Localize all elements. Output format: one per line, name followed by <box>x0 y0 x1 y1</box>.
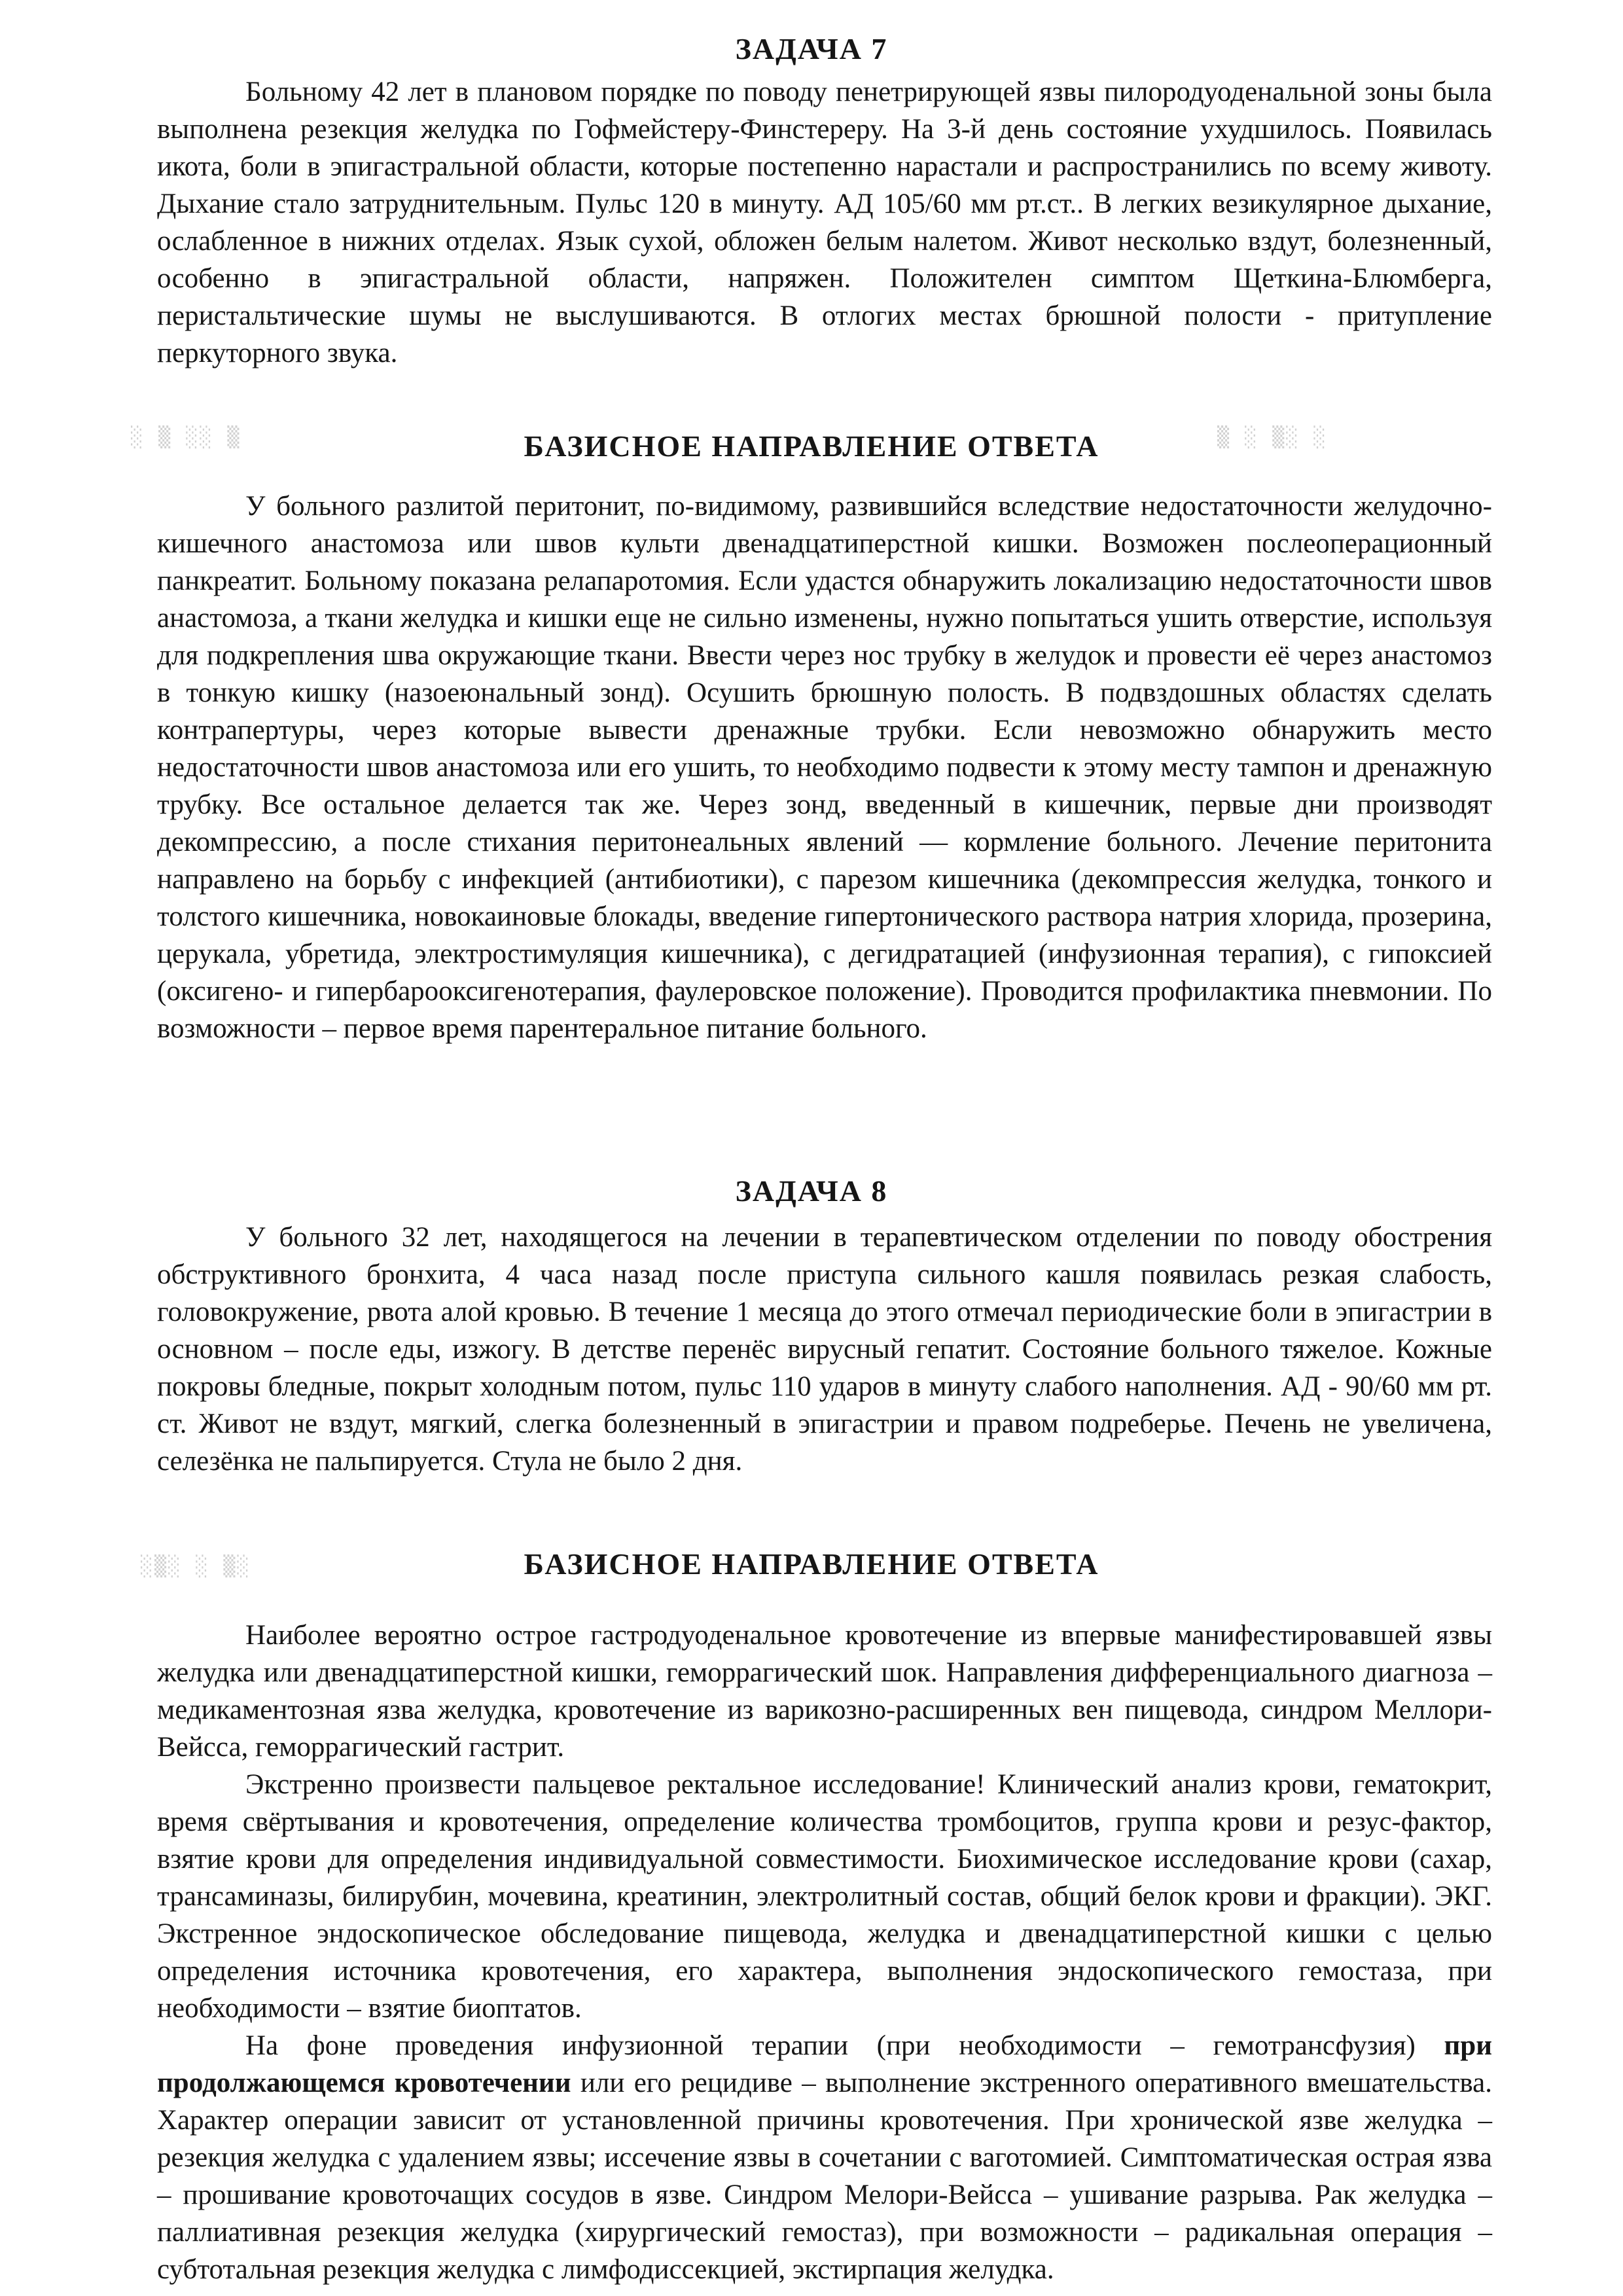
task8-p3-start: На фоне проведения инфузионной терапии (при необходимости – гемотрансфузия) <box>245 2030 1444 2061</box>
task7-heading: ЗАДАЧА 7 <box>735 32 888 65</box>
task8-text: У больного 32 лет, находящегося на лечении в терапевтическом отделении по поводу обострения обструктивного бронхита, 4 часа назад после приступа сильного кашля появилась резкая слабость, головокружение, рвота алой кровью. В течение 1 месяца до этого отмечал периодические боли в эпигастрии в основном – после еды, изжогу. В детстве перенёс вирусный гепатит. Состояние больного тяжелое. Кожные покровы бледные, покрыт холодным потом, пульс 110 ударов в минуту слабого наполнения. АД - 90/60 мм рт. ст. Живот не вздут, мягкий, слегка болезненный в эпигастрии и правом подреберье. Печень не увеличена, селезёнка не пальпируется. Стула не было 2 дня. <box>157 1222 1492 1477</box>
task7-text: Больному 42 лет в плановом порядке по поводу пенетрирующей язвы пилородуоденальной зоны была выполнена резекция желудка по Гофмейстеру-Финстереру. На 3-й день состояние ухудшилось. Появилась икота, боли в эпигастральной области, которые постепенно нарастали и распространились по всему животу. Дыхание стало затруднительным. Пульс 120 в минуту. АД 105/60 мм рт.ст.. В легких везикулярное дыхание, ослабленное в нижних отделах. Язык сухой, обложен белым налетом. Живот несколько вздут, болезненный, особенно в эпигастральной области, напряжен. Положителен симптом Щеткина-Блюмберга, перистальтические шумы не выслушиваются. В отлогих местах брюшной полости - притупление перкуторного звука. <box>157 77 1492 368</box>
task8-heading: ЗАДАЧА 8 <box>735 1174 888 1208</box>
task8-p3-rest: или его рецидиве – выполнение экстренного оперативного вмешательства. Характер операции зависит от установленной причины кровотечения. При хронической язве желудка – резекция желудка с удалением язвы; иссечение язвы в сочетании с ваготомией. Симптоматическая острая язва – прошивание кровоточащих сосудов в язве. Синдром Мелори-Вейсса – ушивание разрыва. Рак желудка – паллиативная резекция желудка (хирургический гемостаз), при возможности – радикальная операция – субтотальная резекция желудка с лимфодиссекцией, экстирпация желудка. <box>157 2068 1492 2285</box>
task7-answer-heading: БАЗИСНОЕ НАПРАВЛЕНИЕ ОТВЕТА <box>524 429 1099 463</box>
task8-answer-paragraph-3 <box>157 2027 1492 2288</box>
task8-answer-block <box>157 1617 1492 2288</box>
task7-answer: У больного разлитой перитонит, по-видимому, развившийся вследствие недостаточности желудочно-кишечного анастомоза или швов культи двенадцатиперстной кишки. Возможен послеоперационный панкреатит. Больному показана релапаротомия. Если удастся обнаружить локализацию недостаточности швов анастомоза, а ткани желудка и кишки еще не сильно изменены, нужно попытаться ушить отверстие, используя для подкрепления шва окружающие ткани. Ввести через нос трубку в желудок и провести её через анастомоз в тонкую кишку (назоеюнальный зонд). Осушить брюшную полость. В подвздошных областях сделать контрапертуры, через которые вывести дренажные трубки. Если невозможно обнаружить место недостаточности швов анастомоза или его ушить, то необходимо подвести к этому месту тампон и дренажную трубку. Все остальное делается так же. Через зонд, введенный в кишечник, первые дни производят декомпрессию, а после стихания перитонеальных явлений — кормление больного. Лечение перитонита направлено на борьбу с инфекцией (антибиотики), с парезом кишечника (декомпрессия желудка, тонкого и толстого кишечника, новокаиновые блокады, введение гипертонического раствора натрия хлорида, прозерина, церукала, убретида, электростимуляция кишечника), с дегидратацией (инфузионная терапия), с гипоксией (оксигено- и гипербарооксигенотерапия, фаулеровское положение). Проводится профилактика пневмонии. По возможности – первое время парентеральное питание больного. <box>157 491 1492 1044</box>
scan-noise-top-right: ▒ ░ ▒░ ░ <box>1217 426 1328 449</box>
task8-answer-paragraph-1: Наиболее вероятно острое гастродуоденальное кровотечение из впервые манифестировавшей язвы желудка или двенадцатиперстной кишки, геморрагический шок. Направления дифференциального диагноза – медикаментозная язва желудка, кровотечение из варикозно-расширенных вен пищевода, синдром Меллори-Вейсса, геморрагический гастрит. <box>157 1620 1492 1763</box>
task8-text-block <box>157 1219 1492 1480</box>
task8-answer-paragraph-2: Экстренно произвести пальцевое ректальное исследование! Клинический анализ крови, гематокрит, время свёртывания и кровотечения, определение количества тромбоцитов, группа крови и резус-фактор, взятие крови для определения индивидуальной совместимости. Биохимическое исследование крови (сахар, трансаминазы, билирубин, мочевина, креатинин, электролитный состав, общий белок крови и фракции). ЭКГ. Экстренное эндоскопическое обследование пищевода, желудка и двенадцатиперстной кишки с целью определения источника кровотечения, его характера, выполнения эндоскопического гемостаза, при необходимости – взятие биоптатов. <box>157 1769 1492 2024</box>
scan-noise-top-left: ░ ▒ ░░ ▒ <box>131 426 241 449</box>
scan-noise-mid-left: ░▒░ ░ ▒░ <box>141 1555 251 1578</box>
task7-text-block <box>157 73 1492 372</box>
task8-p3-bold: при продолжающемся кровотечении <box>157 2030 1492 2098</box>
task8-answer-heading: БАЗИСНОЕ НАПРАВЛЕНИЕ ОТВЕТА <box>524 1547 1099 1581</box>
task7-answer-block <box>157 488 1492 1047</box>
